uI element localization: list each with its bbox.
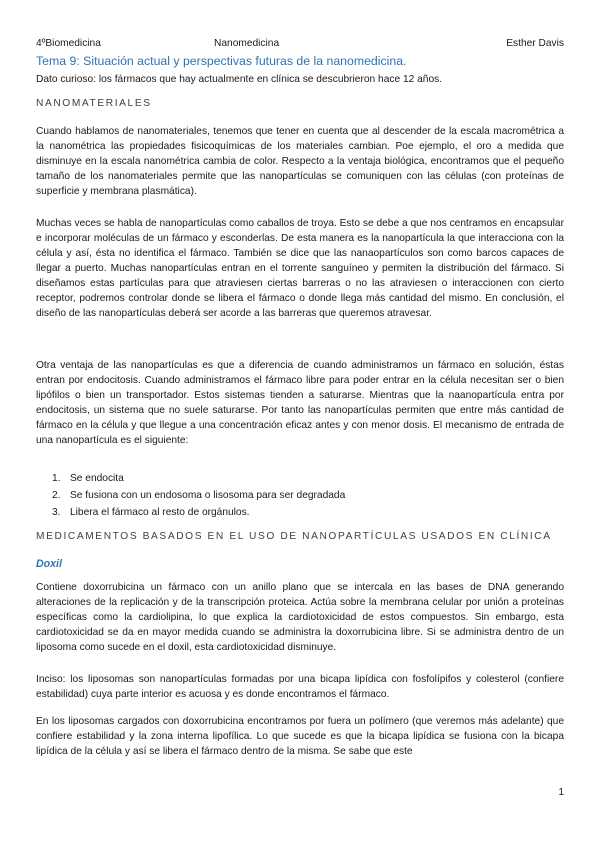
section-heading-nanomateriales: NANOMATERIALES: [36, 98, 152, 109]
paragraph: Cuando hablamos de nanomateriales, tenemos que tener en cuenta que al descender de la escala macrométrica a la nanométrica las propiedades fisicoquímicas de los materiales cambian. Poe ejemplo, el oro a medida que disminuye en la escala nanométrica cambia de color. Respecto a la ventaja biológica, encontramos que el pequeño tamaño de los nanomateriales permite que las nanopartículas se comuniquen con las células (con proteínas de superficie y membrana plasmática).: [36, 126, 564, 197]
page-number: 1: [558, 787, 564, 798]
header-course: 4ºBiomedicina: [36, 38, 101, 49]
paragraph: Contiene doxorrubicina un fármaco con un anillo plano que se intercala en las bases de DNA generando alteraciones de la replicación y de la transcripción proteica. Actúa sobre la membrana celular por unión a proteínas específicas como la cardiolipina, lo que explica la cardiotoxicidad de estos compuestos. Sin embargo, esta cardiotoxicidad se da en mayor medida cuando se administra la doxorrubicina libre. Si se administra dentro de un liposoma como sucede en el doxil, esta cardiotoxicidad disminuye.: [36, 582, 564, 653]
header-subject: Nanomedicina: [214, 38, 280, 49]
paragraph: En los liposomas cargados con doxorrubicina encontramos por fuera un polímero (que veremos más adelante) que confiere estabilidad y la zona interna lipofílica. Lo que sucede es que la bicapa lipídica se fusiona con la bicapa lipídica de la célula y así se libera el fármaco dentro de la misma. Se sabe que este: [36, 716, 564, 757]
paragraph: Otra ventaja de las nanopartículas es que a diferencia de cuando administramos un fármaco en solución, éstas entran por endocitosis. Cuando administramos el fármaco libre para poder entrar en la célula necesitan ser o bien lipófilos o bien un transportador. Estos sistemas tienden a saturarse. Mientras que la naanopartícula entra por endocitosis, un sistema que no suele saturarse. Por tanto las nanopartículas permiten que entre más cantidad de fármaco en la célula y que llegue a una concentración eficaz antes y con menor dosis. El mecanismo de entrada de una nanopartícula es el siguiente:: [36, 360, 564, 446]
list-item: 1. Se endocita: [52, 473, 124, 484]
fun-fact: Dato curioso: los fármacos que hay actualmente en clínica se descubrieron hace 12 años.: [36, 74, 443, 85]
topic-title: Tema 9: Situación actual y perspectivas futuras de la nanomedicina.: [36, 54, 407, 68]
page-header: [36, 38, 564, 52]
endocytosis-steps-list: [52, 471, 552, 522]
section-heading-medicamentos: MEDICAMENTOS BASADOS EN EL USO DE NANOPARTÍCULAS USADOS EN CLÍNICA: [36, 531, 552, 542]
list-item: 3. Libera el fármaco al resto de orgánulos.: [52, 507, 250, 518]
paragraph: Inciso: los liposomas son nanopartículas formadas por una bicapa lipídica con fosfolípifos y colesterol (confiere estabilidad) cuya parte interior es acuosa y es donde encontramos el fármaco.: [36, 674, 564, 700]
subheading-doxil: Doxil: [36, 558, 62, 570]
paragraph: Muchas veces se habla de nanopartículas como caballos de troya. Esto se debe a que nos centramos en encapsular e incorporar moléculas de un fármaco y esconderlas. De esta manera es la nanopartícula la que interacciona con la célula y así, ésta no identifica el fármaco. También se dice que las nanaopartículos son como barcos capaces de llegar a puerto. Muchas nanopartículas entran en el torrente sanguíneo y permiten la distribución del fármaco. Si diseñamos estas partículas para que atraviesen ciertas barreras o no las atraviesen o interaccionen con cierto receptor, podremos controlar donde se libera el fármaco o donde llega más cantidad del mismo. En conclusión, el diseño de las nanopartículas deberá ser acorde a las barreras que queremos atravesar.: [36, 218, 564, 319]
header-author: Esther Davis: [506, 38, 564, 49]
list-item: 2. Se fusiona con un endosoma o lisosoma para ser degradada: [52, 490, 346, 501]
